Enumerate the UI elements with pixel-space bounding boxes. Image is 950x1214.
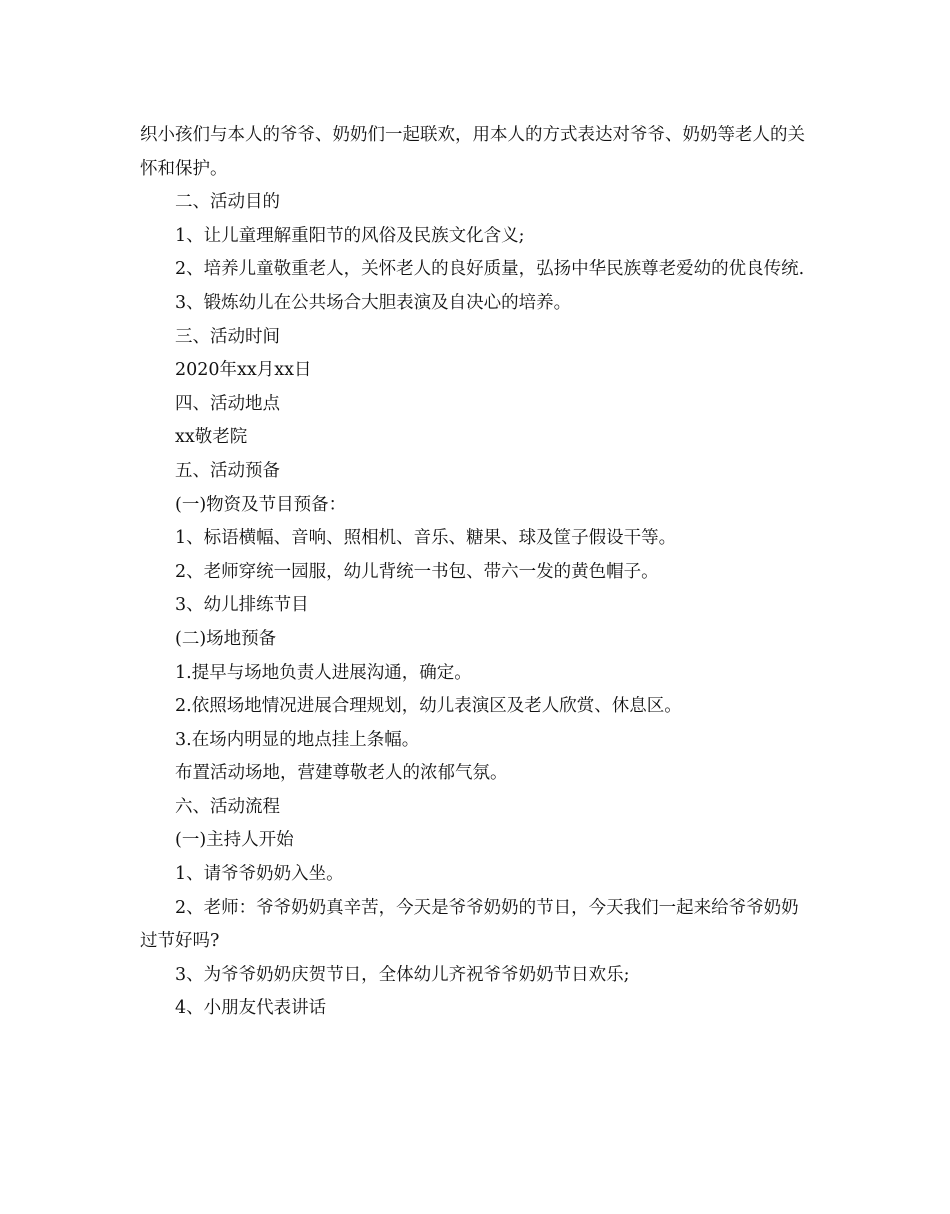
goal-item-2: 2、培养儿童敬重老人，关怀老人的良好质量，弘扬中华民族尊老爱幼的优良传统. bbox=[175, 259, 805, 280]
activity-date: 2020年xx月xx日 bbox=[175, 360, 312, 381]
venue-item-3: 3.在场内明显的地点挂上条幅。 bbox=[175, 729, 420, 750]
subheading-host-opening: (一)主持人开始 bbox=[175, 830, 294, 851]
heading-activity-time: 三、活动时间 bbox=[175, 326, 280, 347]
paragraph-continued-intro: 织小孩们与本人的爷爷、奶奶们一起联欢，用本人的方式表达对爷爷、奶奶等老人的关怀和保护。 bbox=[140, 125, 805, 179]
venue-item-1: 1.提早与场地负责人进展沟通，确定。 bbox=[175, 662, 472, 683]
heading-activity-preparation: 五、活动预备 bbox=[175, 460, 280, 481]
heading-activity-goals: 二、活动目的 bbox=[175, 192, 280, 213]
heading-activity-process: 六、活动流程 bbox=[175, 796, 280, 817]
venue-note: 布置活动场地，营建尊敬老人的浓郁气氛。 bbox=[175, 763, 508, 784]
process-item-3: 3、为爷爷奶奶庆贺节日，全体幼儿齐祝爷爷奶奶节日欢乐; bbox=[175, 964, 630, 985]
materials-item-1: 1、标语横幅、音响、照相机、音乐、糖果、球及筐子假设干等。 bbox=[175, 528, 677, 549]
activity-location: xx敬老院 bbox=[175, 427, 248, 448]
document-body bbox=[140, 119, 812, 1026]
goal-item-1: 1、让儿童理解重阳节的风俗及民族文化含义; bbox=[175, 225, 525, 246]
materials-item-2: 2、老师穿统一园服，幼儿背统一书包、带六一发的黄色帽子。 bbox=[175, 561, 659, 582]
subheading-venue-preparation: (二)场地预备 bbox=[175, 628, 277, 649]
process-item-4: 4、小朋友代表讲话 bbox=[175, 998, 327, 1019]
process-item-2: 2、老师：爷爷奶奶真辛苦，今天是爷爷奶奶的节日，今天我们一起来给爷爷奶奶过节好吗? bbox=[140, 897, 799, 952]
goal-item-3: 3、锻炼幼儿在公共场合大胆表演及自决心的培养。 bbox=[175, 292, 572, 313]
materials-item-3: 3、幼儿排练节目 bbox=[175, 595, 309, 616]
venue-item-2: 2.依照场地情况进展合理规划，幼儿表演区及老人欣赏、休息区。 bbox=[175, 696, 682, 717]
subheading-materials-program: (一)物资及节目预备： bbox=[175, 494, 347, 515]
process-item-1: 1、请爷爷奶奶入坐。 bbox=[175, 864, 344, 885]
heading-activity-location: 四、活动地点 bbox=[175, 393, 280, 414]
